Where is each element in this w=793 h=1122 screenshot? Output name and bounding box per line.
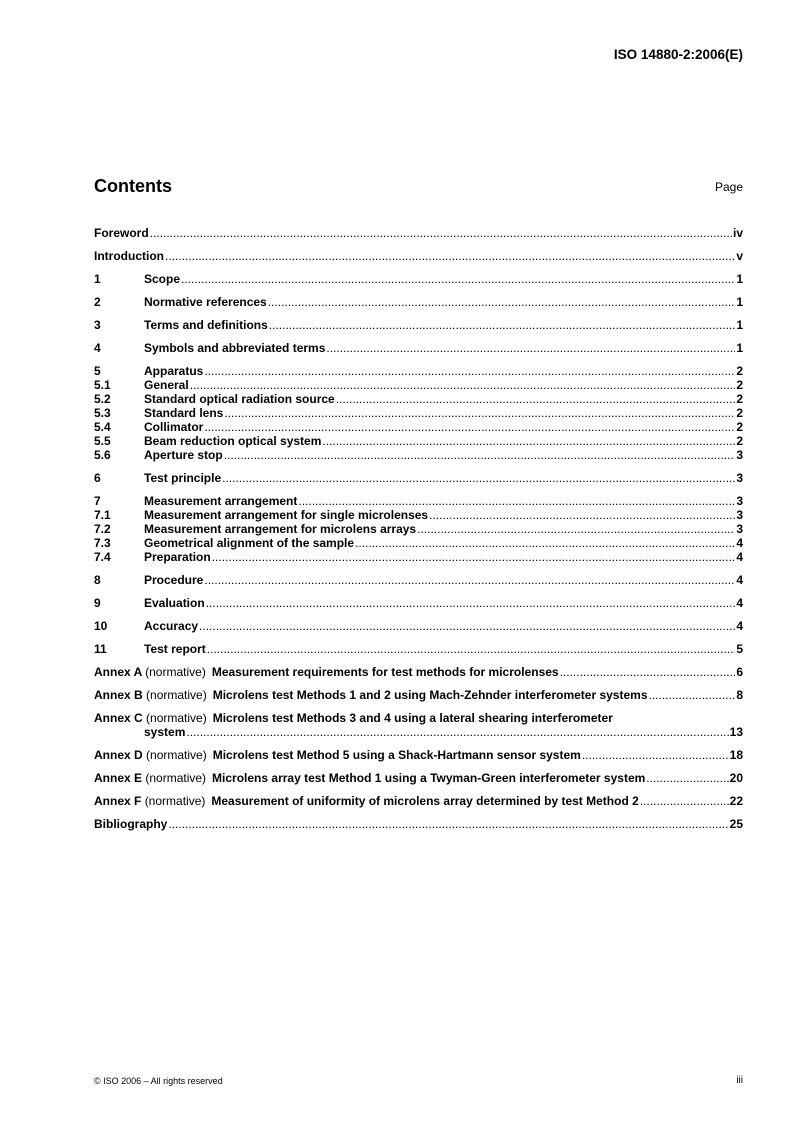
- toc-number: 9: [94, 596, 101, 610]
- toc-entry-annex-c[interactable]: [94, 711, 743, 739]
- leader-dots: [582, 748, 729, 762]
- toc-page: 4: [736, 536, 743, 550]
- annex-label: Annex E (normative): [94, 771, 207, 785]
- toc-title: Geometrical alignment of the sample: [144, 536, 355, 550]
- toc-title: Test principle: [144, 471, 222, 485]
- toc-page: 1: [736, 272, 743, 286]
- annex-label: Annex B (normative): [94, 688, 207, 702]
- toc-title: Procedure: [144, 573, 204, 587]
- toc-page: 3: [736, 522, 743, 536]
- toc-entry-annex-f[interactable]: [94, 794, 743, 808]
- toc-entry-10[interactable]: [94, 619, 743, 633]
- toc-page: 6: [736, 665, 743, 679]
- leader-dots: [429, 508, 735, 522]
- toc-number: 7: [94, 494, 101, 508]
- leader-dots: [207, 642, 736, 656]
- leader-dots: [336, 392, 736, 406]
- toc-title: Bibliography: [94, 817, 168, 831]
- toc-entry-4[interactable]: [94, 341, 743, 355]
- leader-dots: [355, 536, 735, 550]
- toc-entry-5-6[interactable]: [94, 448, 743, 462]
- toc-title: Terms and definitions: [144, 318, 268, 332]
- leader-dots: [326, 341, 735, 355]
- toc-title: Beam reduction optical system: [144, 434, 322, 448]
- leader-dots: [417, 522, 735, 536]
- toc-number: 5.6: [94, 448, 111, 462]
- toc-title: Preparation: [144, 550, 211, 564]
- toc-number: 5.5: [94, 434, 111, 448]
- leader-dots: [560, 665, 736, 679]
- leader-dots: [165, 249, 735, 263]
- leader-dots: [640, 794, 729, 808]
- toc-page: 3: [736, 494, 743, 508]
- toc-page: 25: [729, 817, 743, 831]
- leader-dots: [269, 318, 736, 332]
- leader-dots: [212, 550, 736, 564]
- toc-page: 3: [736, 471, 743, 485]
- toc-entry-5-5[interactable]: [94, 434, 743, 448]
- leader-dots: [204, 364, 735, 378]
- toc-number: 1: [94, 272, 101, 286]
- toc-title: Test report: [144, 642, 206, 656]
- toc-page: v: [736, 249, 743, 263]
- toc-title: Symbols and abbreviated terms: [144, 341, 326, 355]
- toc-page: 4: [736, 619, 743, 633]
- toc-number: 7.1: [94, 508, 111, 522]
- toc-entry-introduction[interactable]: [94, 249, 743, 263]
- toc-title: General: [144, 378, 189, 392]
- toc-entry-2[interactable]: [94, 295, 743, 309]
- toc-page: 5: [736, 642, 743, 656]
- toc-page: 1: [736, 295, 743, 309]
- toc-entry-3[interactable]: [94, 318, 743, 332]
- toc-title: Measurement arrangement for single microlenses: [144, 508, 429, 522]
- leader-dots: [199, 619, 735, 633]
- toc-title: Microlens array test Method 1 using a Twyman-Green interferometer system: [212, 771, 646, 785]
- toc-title: Normative references: [144, 295, 267, 309]
- toc-number: 7.3: [94, 536, 111, 550]
- toc-entry-7-4[interactable]: [94, 550, 743, 564]
- toc-title: Microlens test Methods 3 and 4 using a lateral shearing interferometer: [212, 711, 613, 725]
- annex-label: Annex A (normative): [94, 665, 206, 679]
- toc-title: Standard lens: [144, 406, 224, 420]
- table-of-contents: [94, 226, 743, 831]
- toc-number: 7.2: [94, 522, 111, 536]
- toc-page: 8: [736, 688, 743, 702]
- toc-title: Accuracy: [144, 619, 199, 633]
- toc-entry-annex-a[interactable]: [94, 665, 743, 679]
- toc-number: 2: [94, 295, 101, 309]
- leader-dots: [222, 471, 735, 485]
- leader-dots: [204, 573, 735, 587]
- toc-title: Foreword: [94, 226, 149, 240]
- toc-title: Collimator: [144, 420, 204, 434]
- standard-number: ISO 14880-2:2006(E): [613, 47, 743, 62]
- page-title: Contents: [94, 176, 172, 196]
- toc-number: 5: [94, 364, 101, 378]
- toc-entry-1[interactable]: [94, 272, 743, 286]
- toc-entry-annex-e[interactable]: [94, 771, 743, 785]
- toc-entry-9[interactable]: [94, 596, 743, 610]
- toc-number: 4: [94, 341, 101, 355]
- toc-number: 5.4: [94, 420, 111, 434]
- toc-title: Microlens test Method 5 using a Shack-Hartmann sensor system: [212, 748, 581, 762]
- leader-dots: [646, 771, 728, 785]
- toc-page: 18: [729, 748, 743, 762]
- toc-entry-7[interactable]: [94, 494, 743, 508]
- leader-dots: [649, 688, 736, 702]
- toc-page: 2: [736, 364, 743, 378]
- annex-label: Annex D (normative): [94, 748, 207, 762]
- toc-page: 2: [736, 420, 743, 434]
- leader-dots: [186, 725, 728, 739]
- toc-page: 1: [736, 341, 743, 355]
- toc-title: Standard optical radiation source: [144, 392, 335, 406]
- toc-entry-5-1[interactable]: [94, 378, 743, 392]
- page-number: iii: [736, 1075, 743, 1086]
- toc-entry-5-2[interactable]: [94, 392, 743, 406]
- leader-dots: [168, 817, 728, 831]
- toc-title: Introduction: [94, 249, 164, 263]
- annex-label: Annex C (normative): [94, 711, 207, 725]
- leader-dots: [268, 295, 736, 309]
- toc-page: 3: [736, 508, 743, 522]
- leader-dots: [204, 420, 735, 434]
- toc-page: 2: [736, 378, 743, 392]
- toc-page: iv: [732, 226, 743, 240]
- leader-dots: [298, 494, 735, 508]
- toc-entry-bibliography[interactable]: [94, 817, 743, 831]
- leader-dots: [322, 434, 735, 448]
- page-column-label: Page: [714, 180, 743, 194]
- toc-title: Aperture stop: [144, 448, 223, 462]
- toc-title: Measurement arrangement for microlens arrays: [144, 522, 417, 536]
- toc-number: 7.4: [94, 550, 111, 564]
- toc-page: 2: [736, 434, 743, 448]
- toc-number: 11: [94, 642, 107, 656]
- leader-dots: [206, 596, 736, 610]
- toc-title: Evaluation: [144, 596, 205, 610]
- toc-entry-6[interactable]: [94, 471, 743, 485]
- leader-dots: [190, 378, 736, 392]
- leader-dots: [224, 406, 735, 420]
- leader-dots: [224, 448, 736, 462]
- annex-label: Annex F (normative): [94, 794, 206, 808]
- toc-number: 5.3: [94, 406, 111, 420]
- toc-entry-5-3[interactable]: [94, 406, 743, 420]
- toc-entry-annex-b[interactable]: [94, 688, 743, 702]
- toc-page: 3: [736, 448, 743, 462]
- toc-entry-foreword[interactable]: [94, 226, 743, 240]
- toc-page: 4: [736, 550, 743, 564]
- toc-title: Scope: [144, 272, 181, 286]
- toc-title: Microlens test Methods 1 and 2 using Mach-Zehnder interferometer systems: [212, 688, 648, 702]
- toc-number: 5.2: [94, 392, 111, 406]
- toc-entry-5[interactable]: [94, 364, 743, 378]
- toc-entry-5-4[interactable]: [94, 420, 743, 434]
- toc-page: 2: [736, 406, 743, 420]
- toc-page: 2: [736, 392, 743, 406]
- toc-page: 13: [729, 725, 743, 739]
- toc-page: 22: [729, 794, 743, 808]
- toc-entry-11[interactable]: [94, 642, 743, 656]
- toc-number: 10: [94, 619, 108, 633]
- toc-number: 3: [94, 318, 101, 332]
- toc-entry-7-2[interactable]: [94, 522, 743, 536]
- toc-entry-8[interactable]: [94, 573, 743, 587]
- toc-page: 20: [729, 771, 743, 785]
- toc-title: Measurement arrangement: [144, 494, 298, 508]
- toc-entry-7-1[interactable]: [94, 508, 743, 522]
- toc-number: 6: [94, 471, 101, 485]
- toc-number: 8: [94, 573, 101, 587]
- toc-number: 5.1: [94, 378, 111, 392]
- leader-dots: [181, 272, 735, 286]
- toc-page: 4: [736, 573, 743, 587]
- copyright-notice: © ISO 2006 – All rights reserved: [94, 1076, 223, 1086]
- toc-entry-7-3[interactable]: [94, 536, 743, 550]
- leader-dots: [150, 226, 732, 240]
- toc-page: 4: [736, 596, 743, 610]
- toc-title: Measurement of uniformity of microlens array determined by test Method 2: [211, 794, 639, 808]
- toc-page: 1: [736, 318, 743, 332]
- toc-entry-annex-d[interactable]: [94, 748, 743, 762]
- toc-title: Apparatus: [144, 364, 204, 378]
- toc-title-continued: system: [144, 725, 186, 739]
- toc-title: Measurement requirements for test methods for microlenses: [211, 665, 559, 679]
